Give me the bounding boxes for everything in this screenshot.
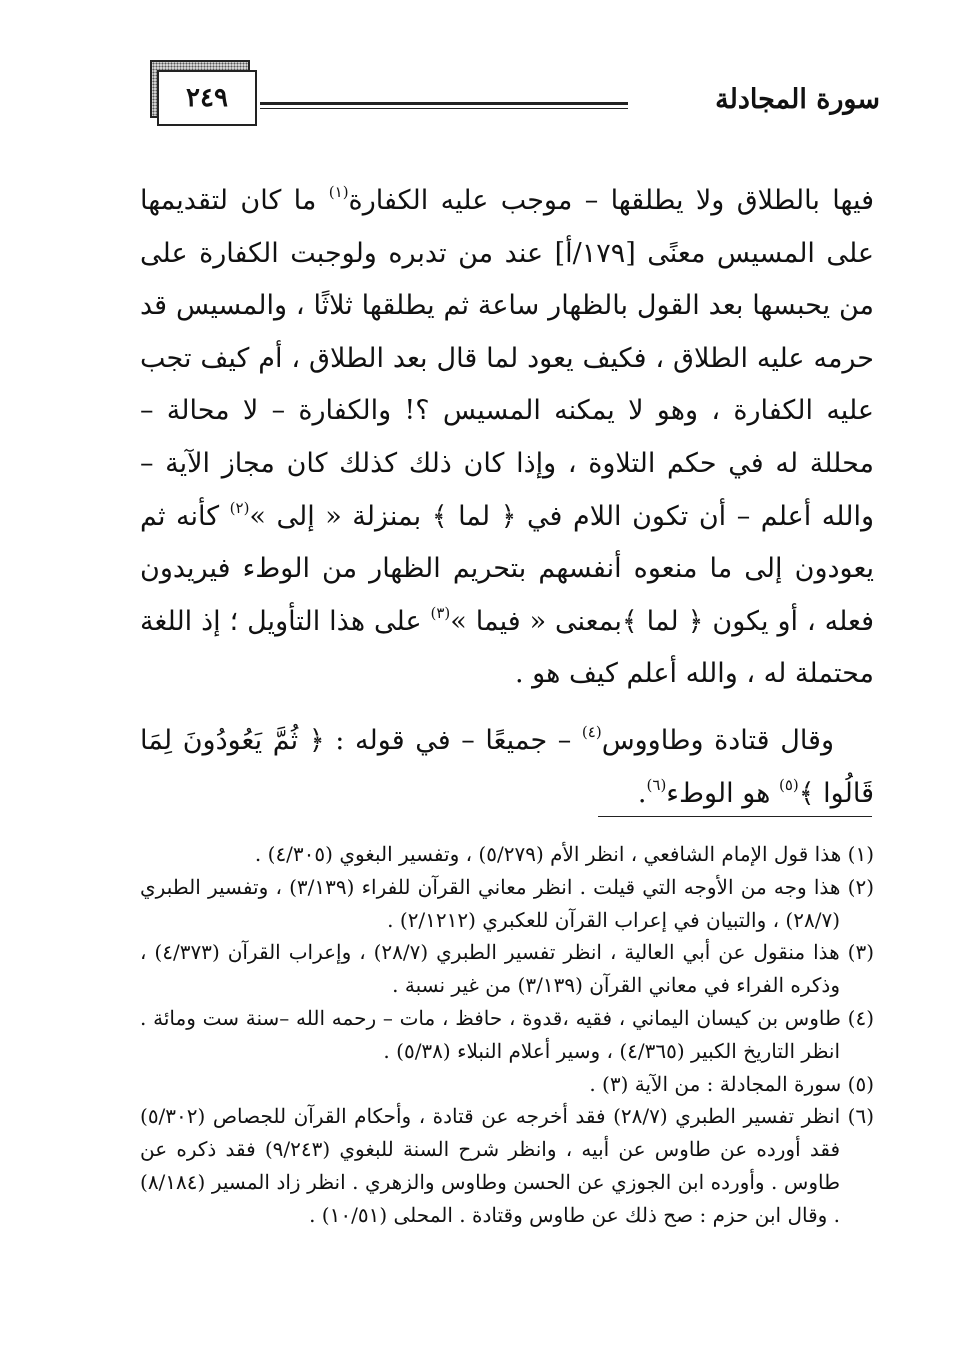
paragraph-1 [140,175,874,701]
footnote-1: (١) هذا قول الإمام الشافعي ، انظر الأم (٥/٢٧٩) ، وتفسير البغوي (٤/٣٠٥) . [254,842,874,866]
quran-verse: ﴿ ثُمَّ يَعُودُونَ لِمَا قَالُوا ﴾ [140,724,874,809]
footnote-ref-5: (٥) [779,775,799,794]
text-run: كأنه ثم يعودون إلى ما منعوه أنفسهم بتحريم الظهار من الوطء فيريدون فعله ، أو يكون ﴿ لما ﴾بمعنى « فيما » [140,500,874,637]
footnote-ref-1: (١) [328,183,349,201]
text-run: وقال قتادة وطاووس [601,724,834,756]
footnote-6: (٦) انظر تفسير الطبري (٢٨/٧) فقد أخرجه عن قتادة ، وأحكام القرآن للجصاص (٥/٣٠٢) فقد أورده عن طاوس عن أبيه ، وانظر شرح السنة للبغوي (٩/٢٤٣) فقد ذكره عن طاوس . وأورده ابن الجوزي عن الحسن وطاوس والزهري . انظر زاد المسير (٨/١٨٤) . وقال ابن حزم : صح ذلك عن طاوس وقتادة . المحلى (١٠/٥١) . [140,1104,874,1227]
footnotes [140,838,874,1232]
footnote-ref-6: (٦) [646,775,667,794]
footnote-ref-2: (٢) [229,498,250,517]
page-header [150,60,880,132]
text-run: – جميعًا – في قوله : [324,724,582,756]
page-number-box [150,60,256,126]
footnote-5: (٥) سورة المجادلة : من الآية (٣) . [589,1071,874,1096]
footnote-ref-4: (٤) [581,722,602,741]
header-rule [260,102,628,105]
footnote-separator [598,816,872,817]
text-run: . [637,777,647,809]
footnote-4: (٤) طاوس بن كيسان اليماني ، فقيه ،قدوة ، حافظ ، مات – رحمه الله –سنة ست ومائة . انظر التاريخ الكبير (٤/٣٦٥) ، وسير أعلام النبلاء (٥/٣٨) . [140,1005,875,1063]
footnote-ref-3: (٣) [430,603,451,622]
main-text [140,175,874,820]
text-run: هو الوطء [666,777,779,809]
text-run: على هذا التأويل ؛ إذ اللغة محتملة له ، والله أعلم كيف هو . [140,605,874,690]
surah-title: سورة المجادلة [715,84,880,115]
footnote-2: (٢) هذا وجه من الأوجه التي قيلت . انظر معاني القرآن للفراء (٣/١٣٩) ، وتفسير الطبري (٢٨/٧) ، والتبيان في إعراب القرآن للعكبري (٢/١٢١٢) . [140,874,874,932]
paragraph-2 [140,715,874,820]
text-run: ما كان لتقديمها على المسيس معنًى [١٧٩/أ] عند من تدبره ولوجبت الكفارة على من يحبسها بعد القول بالظهار ساعة ثم يطلقها ثلاثًا ، والمسيس قد حرمه عليه الطلاق ، فكيف يعود لما قال بعد الطلاق ، أم كيف تجب عليه الكفارة ، وهو لا يمكنه المسيس ؟! والكفارة – لا محالة – محللة له في حكم التلاوة ، وإذا كان ذلك كذلك كان مجاز الآية – والله أعلم – أن تكون اللام في ﴿ لما ﴾ بمنزلة « إلى » [140,185,874,532]
header-rule-thin [260,108,628,109]
text-run: فيها بالطلاق ولا يطلقها – موجب عليه الكفارة [348,185,874,216]
footnote-3: (٣) هذا منقول عن أبي العالية ، انظر تفسير الطبري (٢٨/٧) ، وإعراب القرآن (٤/٣٧٣) ، وذكره الفراء في معاني القرآن (٣/١٣٩) من غير نسبة . [140,940,874,998]
page-number: ٢٤٩ [157,70,257,126]
